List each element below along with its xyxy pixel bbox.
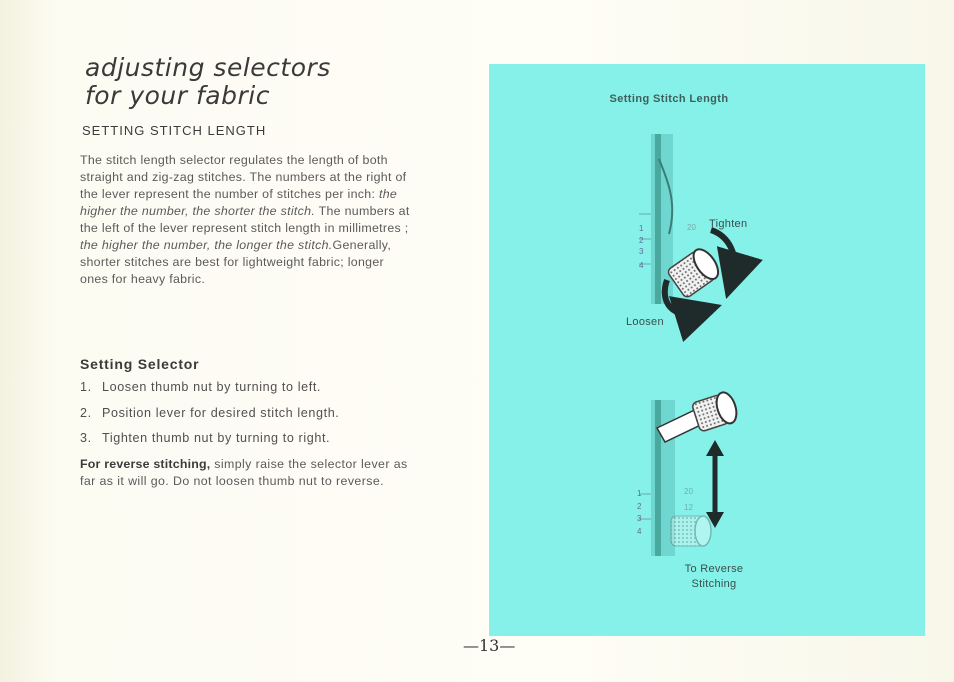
- bottom-lever-shaft: [655, 400, 661, 556]
- figure-panel: [489, 64, 925, 636]
- page-number: —13—: [463, 636, 516, 655]
- page-title: [85, 54, 331, 110]
- nut-ghost-position: [671, 516, 711, 546]
- stitch-length-diagram: [489, 64, 925, 636]
- reverse-arrow-up-icon: [706, 440, 724, 456]
- section-heading: SETTING STITCH LENGTH: [82, 123, 267, 138]
- figure-title: Setting Stitch Length: [609, 93, 729, 105]
- title-line-1: adjusting selectors: [85, 53, 331, 82]
- step-text: Loosen thumb nut by turning to left.: [102, 380, 322, 394]
- tighten-label: Tighten: [709, 218, 748, 230]
- reverse-note-bold: For reverse stitching,: [80, 457, 211, 471]
- scale-mark-left: 4: [637, 527, 642, 536]
- reverse-note: [80, 456, 420, 490]
- scale-mark-left: 2: [637, 502, 642, 511]
- body-part-1: The stitch length selector regulates the length of both straight and zig-zag stitches. The numbers at the right of the lever represent the number of stitches per inch:: [80, 153, 407, 201]
- reverse-label-line-1: To Reverse: [684, 563, 744, 575]
- list-item: [80, 405, 339, 431]
- scale-mark-left: 2: [639, 236, 644, 245]
- scale-mark-left: 1: [639, 224, 644, 233]
- bottom-thumb-nut: [691, 390, 740, 433]
- steps-list: [80, 379, 339, 456]
- reverse-label-line-2: Stitching: [691, 578, 737, 590]
- top-lever-slot: [651, 134, 673, 304]
- scale-mark-left: 3: [639, 247, 644, 256]
- body-emphasis-2: the higher the number, the longer the stitch.: [80, 238, 333, 252]
- body-emphasis-1: the higher the number, the shorter the stitch.: [80, 187, 398, 218]
- bottom-lever-assembly: [637, 390, 740, 556]
- body-paragraph: [80, 152, 410, 288]
- scale-mark-right: 20: [684, 487, 693, 496]
- scale-mark-right: 20: [687, 223, 696, 232]
- step-number: 3.: [80, 431, 92, 445]
- scale-mark-left: 4: [639, 261, 644, 270]
- step-number: 1.: [80, 380, 92, 394]
- sub-heading: Setting Selector: [80, 356, 200, 372]
- step-number: 2.: [80, 405, 92, 420]
- step-text: Tighten thumb nut by turning to right.: [102, 431, 331, 445]
- scale-mark-right: 12: [684, 503, 693, 512]
- body-part-2: The numbers at the left of the lever represent stitch length in millimetres ;: [80, 204, 410, 235]
- scale-mark-left: 1: [637, 489, 642, 498]
- loosen-label: Loosen: [626, 316, 664, 328]
- list-item: [80, 430, 339, 456]
- body-part-3: Generally, shorter stitches are best for lightweight fabric; longer ones for heavy fabric.: [80, 238, 392, 286]
- reverse-note-text: simply raise the selector lever as far as it will go. Do not loosen thumb nut to reverse.: [80, 457, 408, 488]
- scale-mark-left: 3: [637, 514, 642, 523]
- top-thumb-nut: [667, 245, 723, 299]
- list-item: [80, 379, 339, 405]
- reverse-label: [679, 562, 749, 592]
- step-text: Position lever for desired stitch length.: [102, 405, 340, 420]
- title-line-2: for your fabric: [85, 81, 270, 110]
